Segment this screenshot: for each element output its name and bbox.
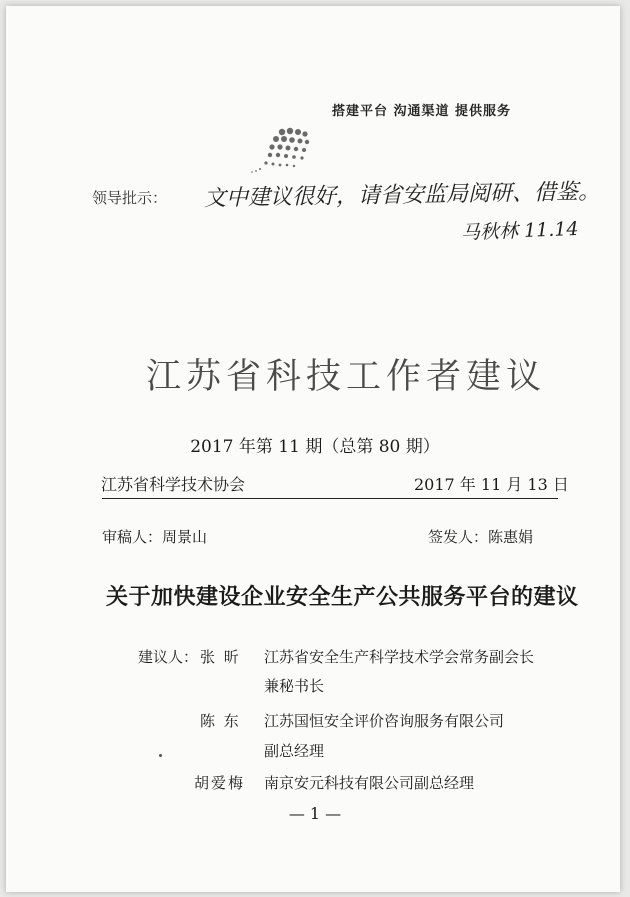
proposer-affiliation: 江苏省安全生产科学技术学会常务副会长 xyxy=(264,648,535,666)
handwritten-signature: 马秋林 11.14 xyxy=(460,217,579,245)
handwritten-instruction: 文中建议很好，请省安监局阅研、借鉴。 xyxy=(203,179,601,212)
scan-speck xyxy=(159,754,162,757)
proposer-affiliation: 南京安元科技有限公司副总经理 xyxy=(264,774,475,792)
publication-title: 江苏省科技工作者建议 xyxy=(146,357,547,397)
document-title: 关于加快建设企业安全生产公共服务平台的建议 xyxy=(106,584,579,610)
proposer-affiliation: 江苏国恒安全评价咨询服务有限公司 xyxy=(264,712,505,730)
proposer-affiliation: 副总经理 xyxy=(264,742,325,760)
proposer-name: 陈 东 xyxy=(200,712,241,730)
issue-date: 2017 年 11 月 13 日 xyxy=(414,475,569,494)
header-slogan: 搭建平台 沟通渠道 提供服务 xyxy=(332,104,512,119)
issue-number: 2017 年第 11 期（总第 80 期） xyxy=(190,437,440,457)
instruction-label: 领导批示： xyxy=(92,189,168,207)
page-number: — 1 — xyxy=(288,804,342,823)
document-page xyxy=(6,6,620,892)
proposer-affiliation: 兼秘书长 xyxy=(264,677,325,695)
proposer-name: 胡爱梅 xyxy=(194,774,246,792)
issuer: 签发人：陈惠娟 xyxy=(428,528,534,546)
proposer-name: 张 昕 xyxy=(200,648,241,666)
proposers-label: 建议人： xyxy=(138,648,199,666)
header-divider xyxy=(102,498,558,499)
association-logo-icon xyxy=(246,124,326,180)
issuing-organization: 江苏省科学技术协会 xyxy=(101,475,246,494)
reviewer: 审稿人：周景山 xyxy=(102,528,208,546)
